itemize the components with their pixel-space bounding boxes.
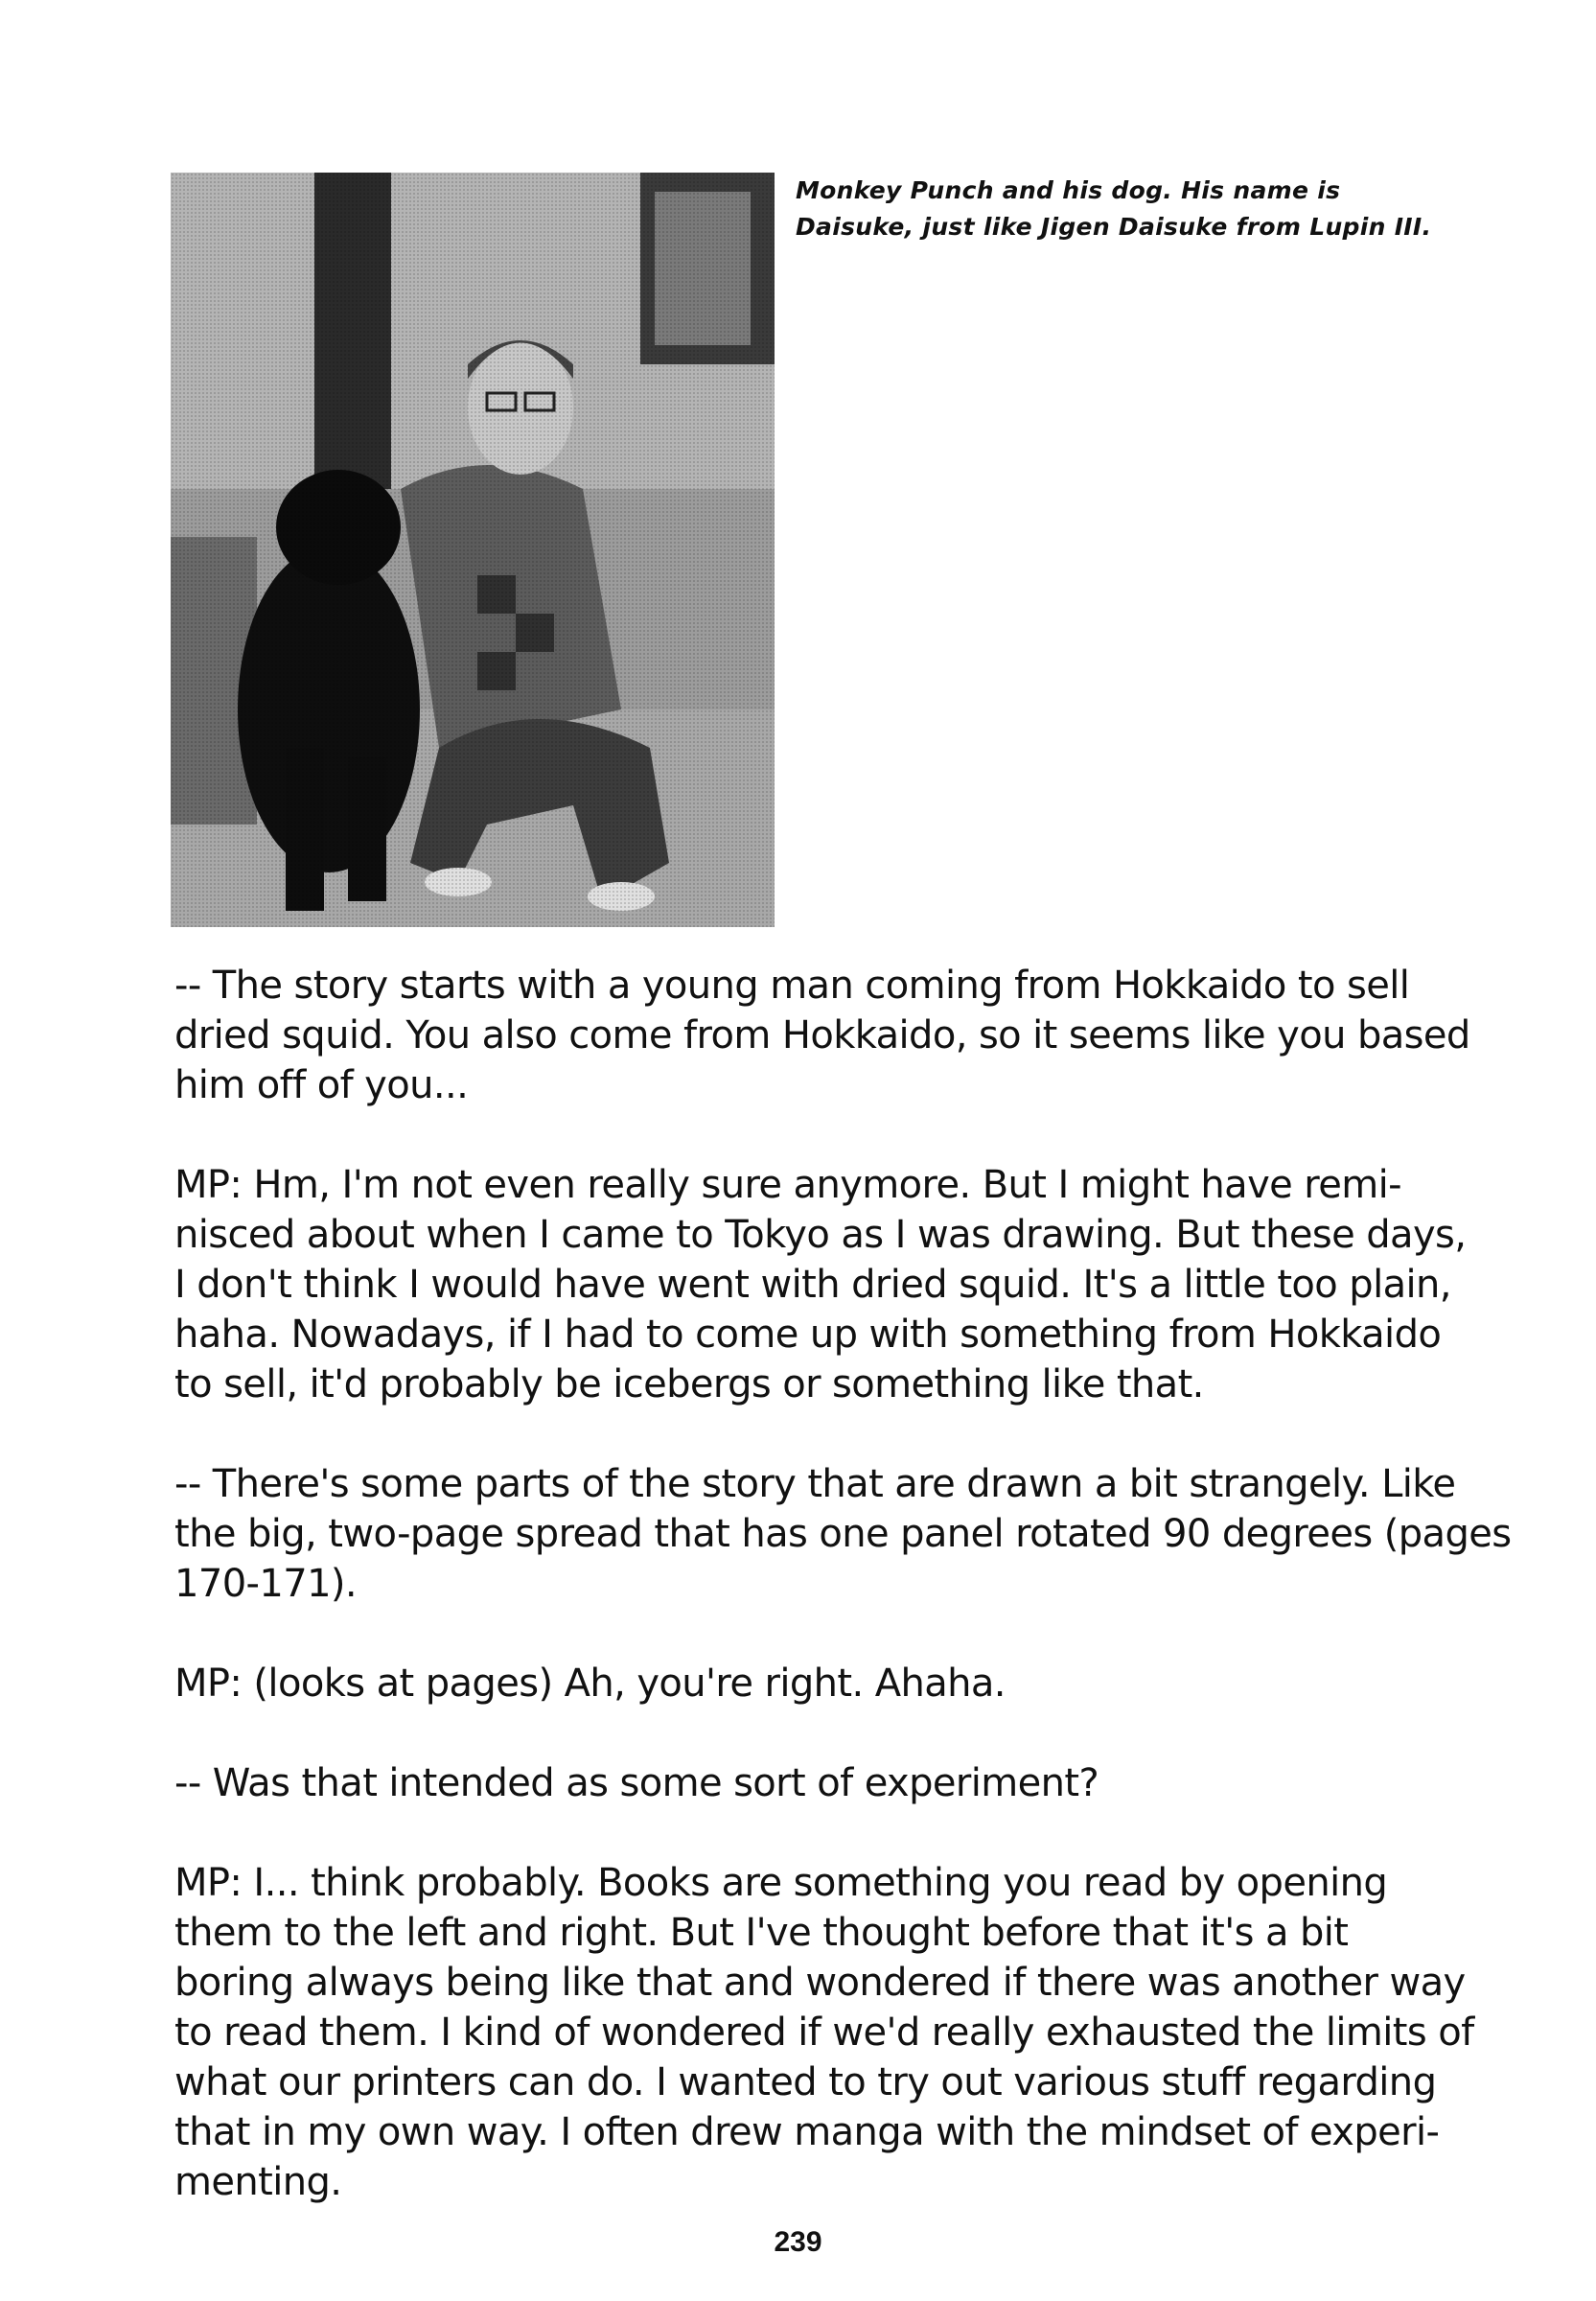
caption-line: Daisuke, just like Jigen Daisuke from Lupin III. <box>796 213 1432 241</box>
text-line: MP: (looks at pages) Ah, you're right. Ahaha. <box>174 1662 1006 1706</box>
paragraph-question-3 <box>174 1758 1459 1808</box>
paragraph-answer-1 <box>174 1160 1467 1409</box>
paragraph-answer-3 <box>174 1858 1474 2207</box>
paragraph-question-1 <box>174 961 1470 1110</box>
text-line: MP: Hm, I'm not even really sure anymore. But I might have remi- <box>174 1163 1401 1207</box>
text-line: -- There's some parts of the story that are drawn a bit strangely. Like <box>174 1462 1456 1506</box>
text-line: dried squid. You also come from Hokkaido, so it seems like you based <box>174 1013 1470 1058</box>
text-line: that in my own way. I often drew manga with the mindset of experi- <box>174 2110 1440 2154</box>
text-line: him off of you... <box>174 1063 469 1107</box>
text-line: nisced about when I came to Tokyo as I was drawing. But these days, <box>174 1213 1467 1257</box>
photo-icon <box>171 173 775 927</box>
text-line: -- The story starts with a young man coming from Hokkaido to sell <box>174 964 1410 1008</box>
text-line: them to the left and right. But I've thought before that it's a bit <box>174 1911 1349 1955</box>
caption-line: Monkey Punch and his dog. His name is <box>796 176 1341 204</box>
text-line: the big, two-page spread that has one panel rotated 90 degrees (pages <box>174 1512 1512 1556</box>
photo-caption <box>796 173 1432 245</box>
text-line: I don't think I would have went with dried squid. It's a little too plain, <box>174 1263 1451 1307</box>
text-line: 170-171). <box>174 1562 358 1606</box>
text-line: menting. <box>174 2160 342 2204</box>
paragraph-question-2 <box>174 1459 1512 1609</box>
text-line: haha. Nowadays, if I had to come up with something from Hokkaido <box>174 1313 1442 1357</box>
text-line: -- Was that intended as some sort of experiment? <box>174 1761 1099 1805</box>
page-number: 239 <box>774 2226 822 2258</box>
interview-text <box>174 961 1512 2257</box>
text-line: to sell, it'd probably be icebergs or something like that. <box>174 1362 1204 1406</box>
paragraph-answer-2 <box>174 1659 1459 1708</box>
text-line: boring always being like that and wondered if there was another way <box>174 1961 1466 2005</box>
photo-monkey-punch-and-dog <box>171 173 775 927</box>
text-line: MP: I... think probably. Books are something you read by opening <box>174 1861 1388 1905</box>
text-line: what our printers can do. I wanted to try out various stuff regarding <box>174 2060 1437 2104</box>
text-line: to read them. I kind of wondered if we'd really exhausted the limits of <box>174 2010 1474 2055</box>
